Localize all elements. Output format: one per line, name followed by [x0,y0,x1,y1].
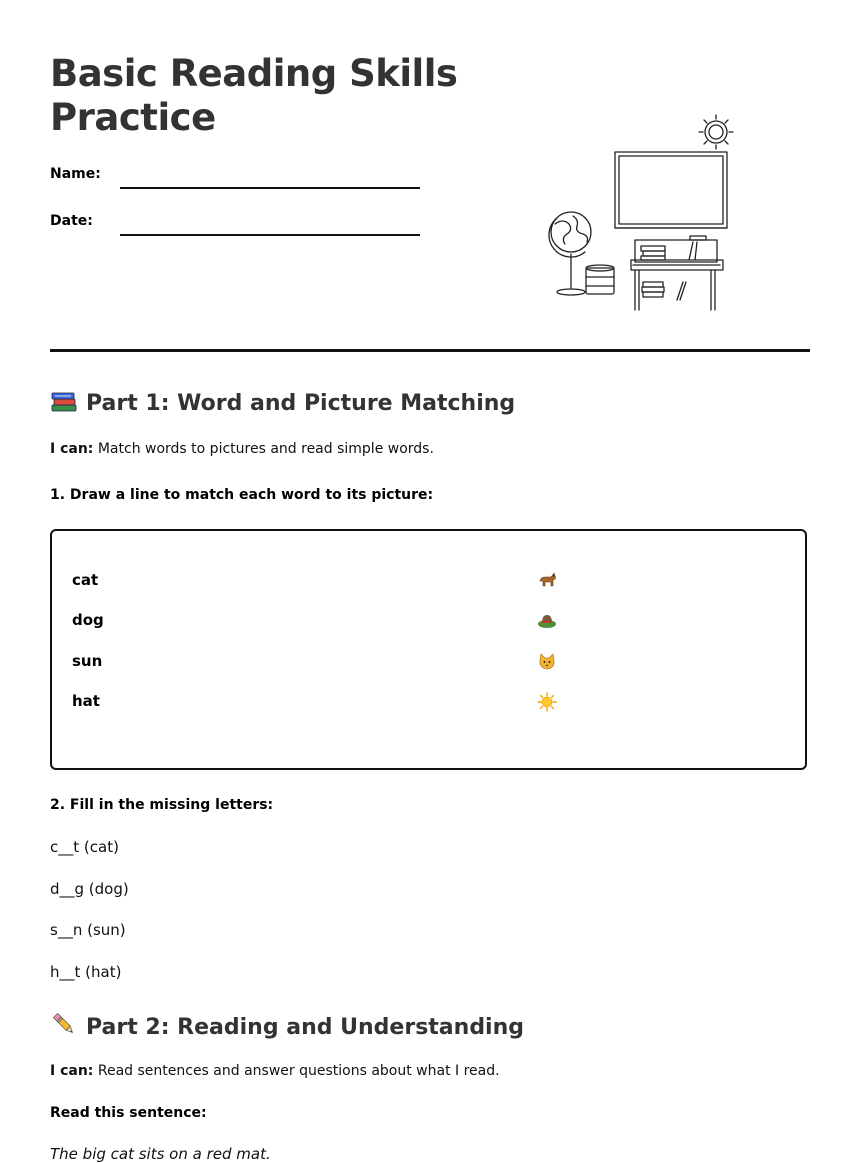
cat-icon[interactable] [537,652,557,672]
date-line [120,234,420,236]
name-line [120,187,420,189]
part2-heading [50,1011,524,1040]
match-word-hat[interactable]: hat [72,692,100,710]
part2-goal [50,1063,500,1079]
books-icon [50,389,78,413]
blank-item-cat: c__t (cat) [50,838,119,856]
dog-icon[interactable] [537,571,557,591]
match-word-cat[interactable]: cat [72,571,99,589]
blank-item-sun: s__n (sun) [50,921,126,939]
question-1: 1. Draw a line to match each word to its picture: [50,487,434,503]
match-word-dog[interactable]: dog [72,611,104,629]
part2-goal-prefix: I can: [50,1063,94,1079]
classroom-illustration-icon [545,110,740,315]
read-sentence-label: Read this sentence: [50,1105,207,1121]
header-divider [50,349,810,352]
part2-title: Part 2: Reading and Understanding [86,1015,525,1040]
hat-icon[interactable] [537,611,557,631]
reading-sentence: The big cat sits on a red mat. [50,1145,271,1163]
sun-icon[interactable] [537,692,557,712]
worksheet-title: Basic Reading Skills Practice [50,52,458,139]
part2-goal-text: Read sentences and answer questions about what I read. [93,1063,500,1079]
blank-item-dog: d__g (dog) [50,880,129,898]
date-label: Date: [50,213,93,229]
part1-goal-text: Match words to pictures and read simple words. [93,441,434,457]
question-2: 2. Fill in the missing letters: [50,797,274,813]
match-word-sun[interactable]: sun [72,652,103,670]
part1-heading [50,389,515,416]
name-label: Name: [50,166,101,182]
blank-item-hat: h__t (hat) [50,963,122,981]
matching-box [50,529,807,770]
part1-title: Part 1: Word and Picture Matching [86,391,516,416]
part1-goal [50,441,434,457]
pencil-icon [50,1011,78,1037]
part1-goal-prefix: I can: [50,441,94,457]
